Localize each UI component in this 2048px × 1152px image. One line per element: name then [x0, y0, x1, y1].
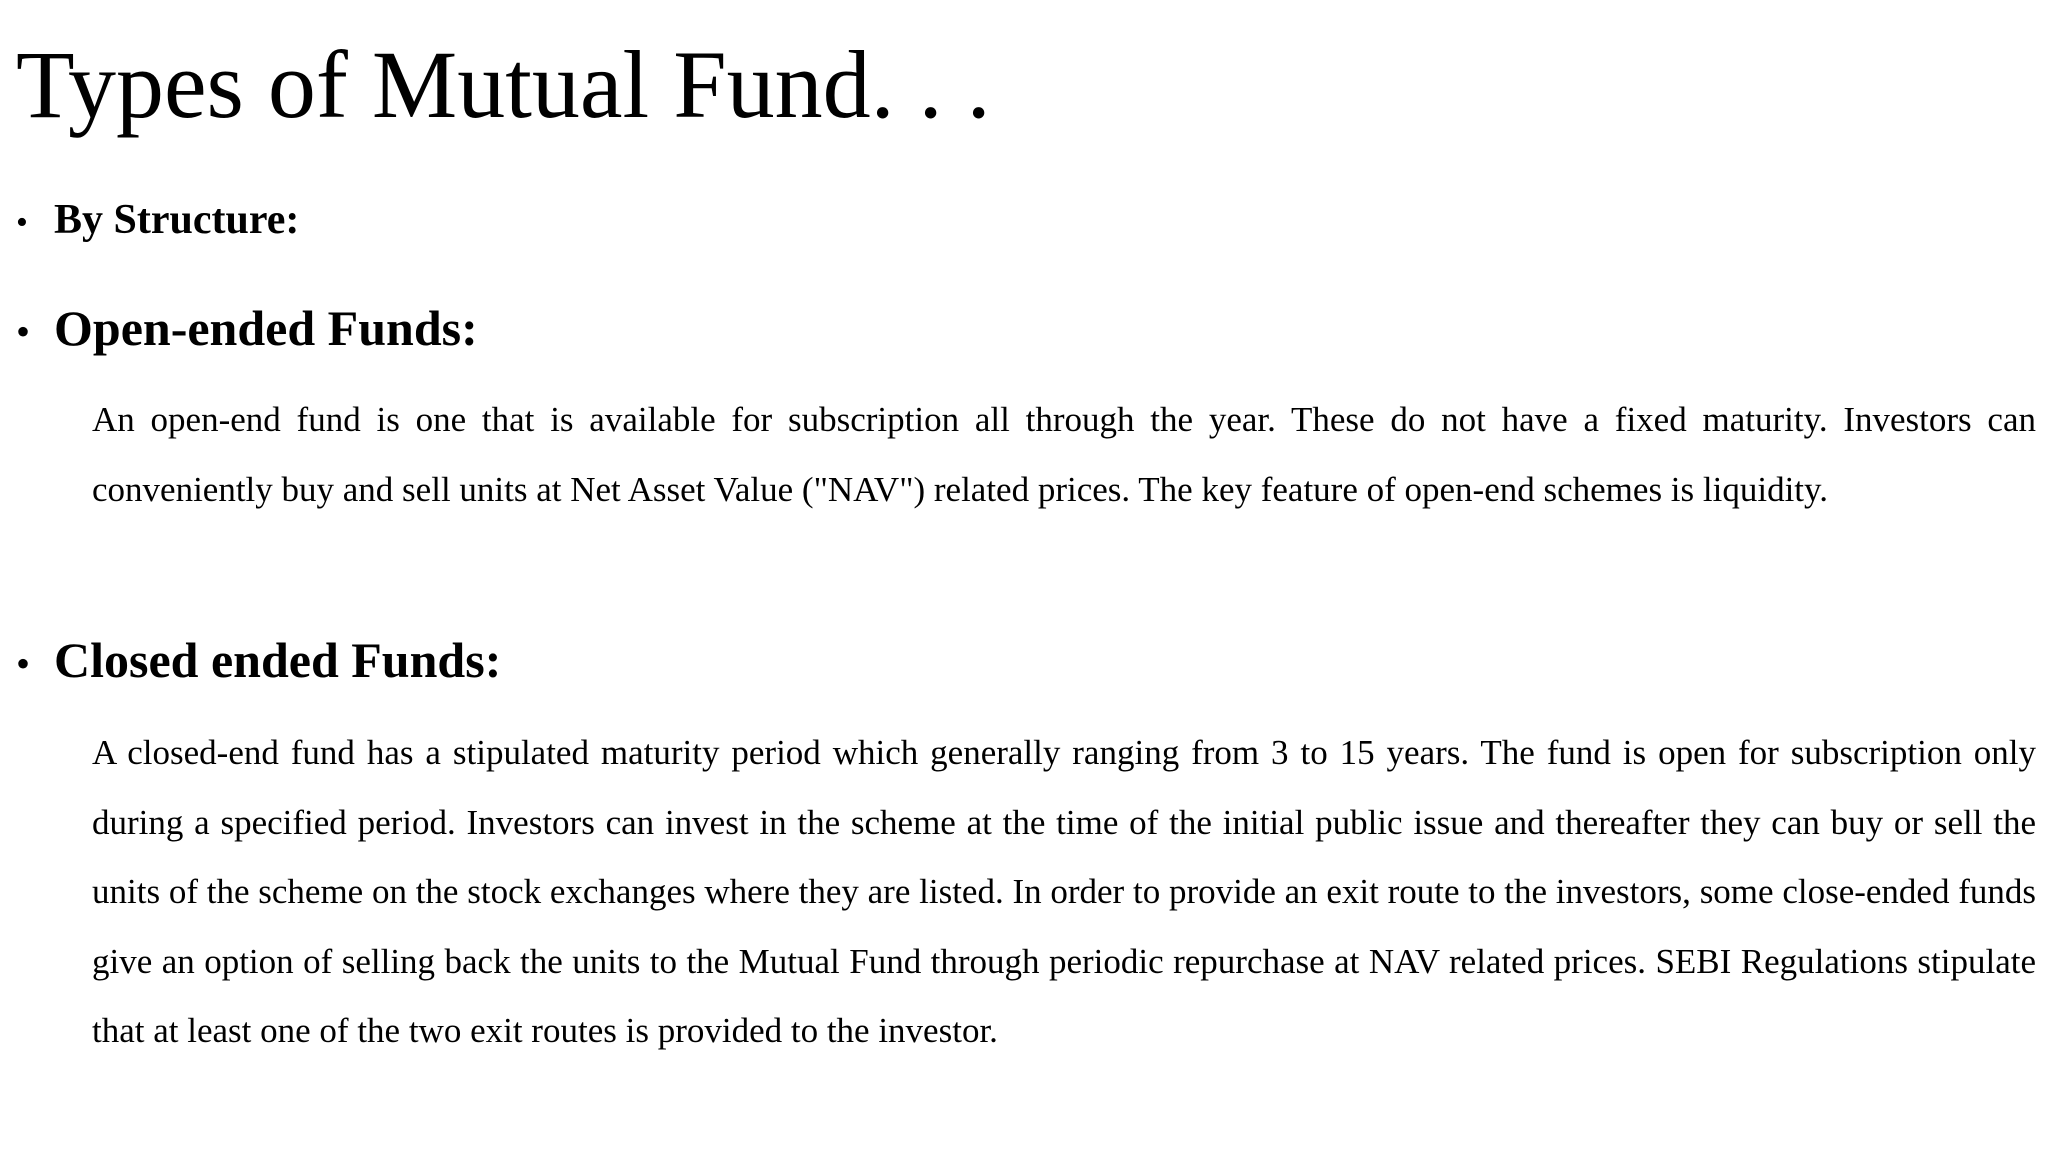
bullet-by-structure	[16, 192, 299, 251]
slide-title: Types of Mutual Fund. . .	[16, 31, 991, 138]
open-ended-heading: Open-ended Funds:	[54, 300, 478, 356]
closed-ended-description: A closed-end fund has a stipulated maturity period which generally ranging from 3 to 15 years. The fund is open for subscription only during a specified period. Investors can invest in the scheme at the time of the initial public issue and thereafter they can buy or sell the units of the scheme on the stock exchanges where they are listed. In order to provide an exit route to the investors, some close-ended funds give an option of selling back the units to the Mutual Fund through periodic repurchase at NAV related prices. SEBI Regulations stipulate that at least one of the two exit routes is provided to the investor.	[92, 733, 2036, 1050]
closed-ended-heading: Closed ended Funds:	[54, 632, 502, 688]
bullet-icon: •	[16, 204, 28, 241]
bullet-icon: •	[16, 641, 31, 686]
bullet-icon: •	[16, 309, 31, 354]
structure-heading: By Structure:	[54, 197, 300, 243]
bullet-open-ended	[16, 296, 478, 364]
bullet-closed-ended	[16, 628, 501, 696]
open-ended-description: An open-end fund is one that is available for subscription all through the year. These do not have a fixed maturity. Investors can conveniently buy and sell units at Net Asset Value ("NAV") related prices. The key feature of open-end schemes is liquidity.	[92, 400, 2036, 509]
